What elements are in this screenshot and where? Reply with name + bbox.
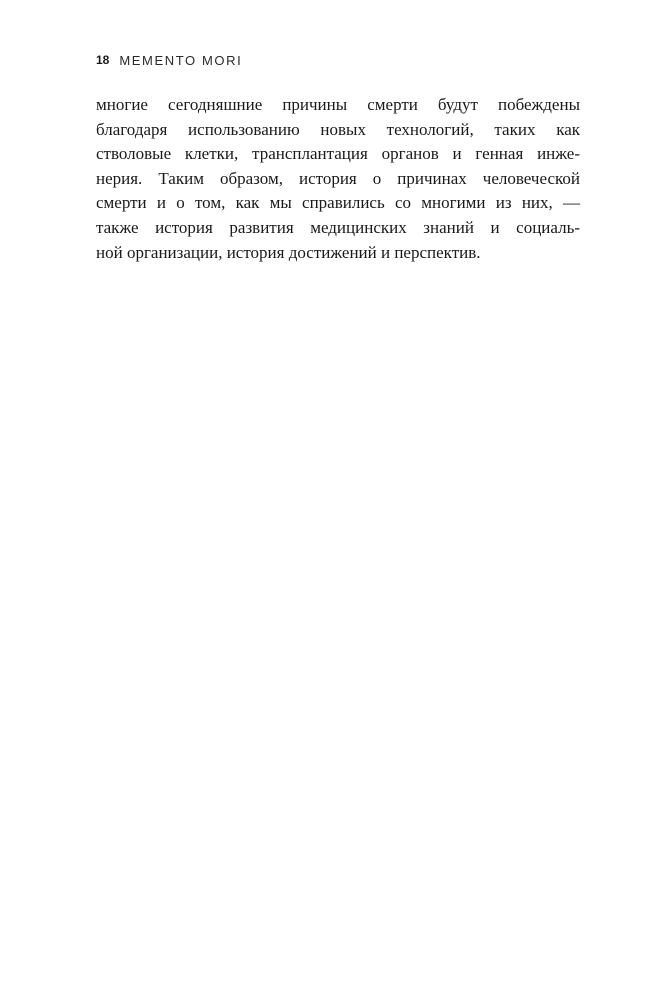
body-paragraph [96,93,580,265]
text-line: также история развития медицинских знаний и социаль- [96,217,580,237]
text-line: нерия. Таким образом, история о причинах человеческой [96,168,580,188]
text-line: благодаря использованию новых технологий, таких как [96,119,580,139]
text-line: смерти и о том, как мы справились со многими из них, — [96,193,580,213]
page-number: 18 [96,53,110,67]
text-line: многие сегодняшние причины смерти будут побеждены [96,95,580,114]
running-head [96,50,242,70]
text-line: ной организации, история достижений и перспектив. [96,242,481,262]
text-line: стволовые клетки, трансплантация органов и генная инже- [96,144,580,164]
running-title: MEMENTO MORI [119,52,243,68]
